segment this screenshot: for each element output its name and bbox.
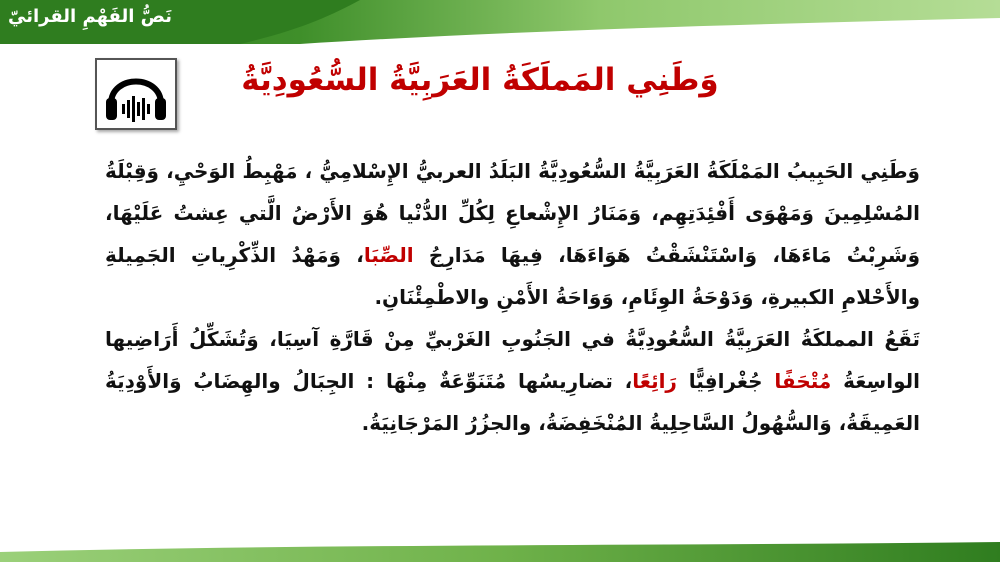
page-title: وَطَنِي المَملَكَةُ العَرَبِيَّةُ السُّعُودِيَّةُ: [241, 62, 719, 98]
headphones-audio-icon: [97, 60, 175, 128]
footer-band: [0, 542, 1000, 562]
paragraph-2: [105, 318, 920, 444]
paragraph-2-text-cont: جُغْرافِيًّا: [676, 369, 775, 393]
audio-play-button[interactable]: [95, 58, 177, 130]
paragraph-1-text-cont: ، وَمَهْدُ الذِّكْرِياتِ الجَمِيلةِ والأَحْلامِ الكبيرةِ، وَدَوْحَةُ الوِئَامِ، وَوَاحَةُ الأَمْنِ والاطْمِئْنَانِ.: [105, 243, 920, 309]
paragraph-1-text: وَطَنِي الحَبِيبُ المَمْلَكَةُ العَرَبِيَّةُ السُّعُودِيَّةُ البَلَدُ العربيُّ الإِسْلامِيُّ ، مَهْبِطُ الوَحْيِ، وَقِبْلَةُ المُسْلِمِينَ وَمَهْوَى أَفْئِدَتِهِم، وَمَنَارُ الإِشْعاعِ لِكُلِّ الدُّنْيا هُوَ الأَرْضُ الَّتي عِشتُ عَلَيْهَا، وَشَرِبْتُ مَاءَهَا، وَاسْتَنْشَقْتُ هَوَاءَهَا، فِيهَا مَدَارِجُ: [105, 159, 920, 267]
section-label: نَصُّ الفَهْمِ القرائيّ: [8, 6, 172, 27]
highlighted-word: مُتْحَفًا: [774, 369, 832, 393]
paragraph-2-text: تَقَعُ المملكَةُ العَرَبِيَّةُ السُّعُودِيَّةُ في الجَنُوبِ الغَرْبيِّ مِنْ قَارَّةِ آسِيَا، وَتُشَكِّلُ أَرَاضِيها الواسِعَةُ: [105, 327, 920, 393]
highlighted-word: رَائِعًا: [632, 369, 677, 393]
highlighted-word: الصِّبَا: [363, 243, 414, 267]
paragraph-1: [105, 150, 920, 318]
paragraph-2-text-end: ، تضارِيسُها مُتَنَوِّعَةٌ مِنْهَا : الجِبَالُ والهِضَابُ وَالأَوْدِيَةُ العَمِيقَةُ، وَالسُّهُولُ السَّاحِلِيةُ المُنْخَفِضَةُ، والجزُرُ المَرْجَانِيَةُ.: [105, 369, 920, 435]
reading-passage: [105, 150, 920, 444]
